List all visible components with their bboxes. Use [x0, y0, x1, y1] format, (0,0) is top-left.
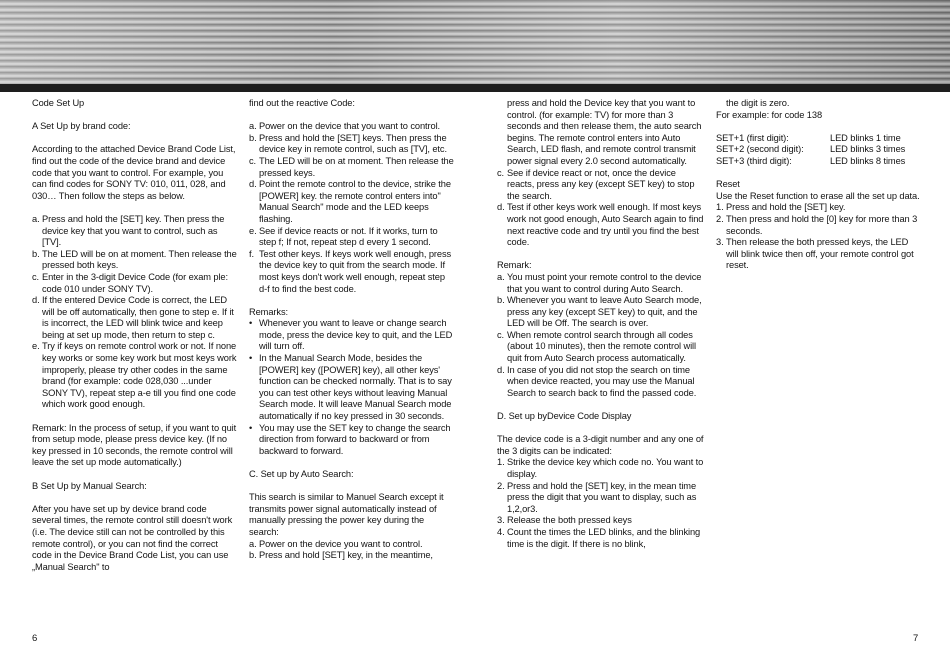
- list-item: c. The LED will be on at moment. Then release the pressed keys.: [249, 155, 454, 178]
- list-item: a. Power on the device you want to control.: [249, 538, 423, 549]
- table-row: SET+1 (first digit): LED blinks 1 time: [716, 132, 901, 143]
- section-c-intro: This search is similar to Manuel Search except it transmits power signal automatically instead of manually pressing the power key during the search:: [249, 492, 444, 537]
- list-item: 2. Then press and hold the [0] key for more than 3 seconds.: [716, 213, 918, 236]
- section-c-heading: C. Set up by Auto Search:: [249, 469, 354, 479]
- list-item: d. If the entered Device Code is correct, the LED will be off automatically, then gone to step e. If it is incorrect, the LED will blink twice and keep being at set up mode, then return to step c.: [32, 295, 234, 340]
- list-item: 3. Then release the both pressed keys, the LED will blink twice then off, your remote control got reset.: [716, 237, 914, 271]
- list-item: 4. Count the times the LED blinks, and the blinking time is the digit. If there is no blink,: [497, 526, 701, 549]
- reset-steps: [716, 202, 921, 272]
- section-b-heading: B Set Up by Manual Search:: [32, 480, 147, 491]
- list-item: b. Press and hold the [SET] keys. Then press the device key in remote control, such as [TV], etc.: [249, 132, 447, 155]
- section-d-intro: The device code is a 3-digit number and any one of the 3 digits can be indicated:: [497, 434, 704, 456]
- list-item: b. The LED will be on at moment. Then release the pressed both keys.: [32, 248, 237, 271]
- table-row: SET+3 (third digit): LED blinks 8 times: [716, 155, 906, 166]
- list-item: a. Press and hold the [SET] key. Then press the device key that you want to control, such as [TV].: [32, 213, 225, 248]
- section-c-steps: [249, 539, 454, 562]
- list-item: 3. Release the both pressed keys: [497, 515, 632, 526]
- setup-remark: Remark: In the process of setup, if you want to quit from setup mode, please press device key. (If no key pressed in 10 seconds, the remote control will leave the set up mode automatically.): [32, 422, 237, 468]
- reset-heading: Reset: [716, 179, 740, 190]
- section-d-steps: [497, 457, 704, 550]
- section-title: Code Set Up: [32, 98, 85, 108]
- list-item: c. See if device react or not, once the device reacts, press any key (except SET key) to stop the search.: [497, 167, 695, 201]
- list-item: 2. Press and hold the [SET] key, in the mean time press the digit that you want to display, such as 1,2,or3.: [497, 480, 697, 514]
- list-item: e. See if device reacts or not. If it works, turn to step f; If not, repeat step d every 1 second.: [249, 225, 438, 248]
- page-number-left: 6: [32, 633, 38, 644]
- list-item: • You may use the SET key to change the search direction from forward to backward or from backward to forward.: [249, 422, 451, 456]
- section-a-steps: [32, 214, 237, 411]
- reset-intro: Use the Reset function to erase all the set up data.: [716, 190, 920, 201]
- list-item: a. Power on the device that you want to control.: [249, 121, 441, 132]
- list-item: 1. Press and hold the [SET] key.: [716, 202, 846, 213]
- list-item: f. Test other keys. If keys work well enough, press the device key to quit from the search mode. If most keys don't work well enough, repeat step d-f to find the best code.: [249, 248, 452, 294]
- section-b-intro: After you have set up by device brand code several times, the remote control still doesn't work (i.e. The device still can not be controlled by this remote control), or you can not find the correct code in the Device Brand Code List, you can use „Manual Search" to: [32, 503, 233, 572]
- table-row: SET+2 (second digit): LED blinks 3 times: [716, 144, 906, 155]
- list-item: d. Point the remote control to the device, strike the [POWER] key. the remote control enters into" Manual Search" mode and the LED keeps flashing.: [249, 179, 451, 224]
- column-3: [497, 98, 704, 550]
- list-item: • In the Manual Search Mode, besides the [POWER] key ([POWER] key), all other keys' function can be checked normally. That is to say you can test other keys without leaving Manual Search mode. It will leave Manual Search mode automatically if no key pressed in 30 seconds.: [249, 353, 452, 422]
- section-a-intro: According to the attached Device Brand Code List, find out the code of the device brand and device code that you want to control. For example, you can find codes for SONY TV: 010, 011, 028, and 030… Then follow the steps as below.: [32, 144, 236, 201]
- example-text: For example: for code 138: [716, 109, 823, 120]
- list-item: • Whenever you want to leave or change search mode, press the device key to quit, and the LED will turn off.: [249, 318, 453, 352]
- list-item: b. Press and hold [SET] key, in the meantime,: [249, 550, 433, 561]
- page-number-right: 7: [913, 633, 919, 644]
- remark-heading: Remark:: [497, 260, 532, 271]
- blink-table: [716, 133, 921, 168]
- section-a-heading: A Set Up by brand code:: [32, 121, 131, 132]
- list-item: e. Try if keys on remote control work or not. If none key works or some key work but most keys work improperly, please try other codes in the same brand (for example: code 028,030 ...under SONY TV), repeat step a-e till you find one code which work good enough.: [32, 341, 237, 410]
- section-d-heading: D. Set up byDevice Code Display: [497, 411, 632, 422]
- list-item: a. You must point your remote control to the device that you want to control during Auto Search.: [497, 271, 702, 294]
- section-b-steps: [249, 121, 454, 295]
- list-item: 1. Strike the device key which code no. You want to display.: [497, 457, 704, 479]
- remarks-list: [249, 318, 454, 457]
- section-c-steps-continued: [497, 168, 704, 249]
- column-2: [249, 98, 454, 562]
- column-4: [716, 98, 921, 272]
- header-banner: [0, 0, 950, 84]
- list-item: d. In case of you did not stop the search on time when device reacted, you may use the Manual Search to search back to find the passed code.: [497, 364, 697, 398]
- column-1: [32, 98, 237, 573]
- section-c-continued: press and hold the Device key that you want to control. (for example: TV) for more than 3 seconds and then release them, the auto search begins. The remote control enters into Auto Search, LED flash, and remote control transmit power signal every 2.0 second automatically.: [507, 98, 702, 166]
- auto-search-remarks: [497, 272, 704, 400]
- list-item: d. Test if other keys work well enough. If most keys work not good enough, Auto Search again to find next reactive code and try until you find the best code.: [497, 202, 704, 248]
- list-item: c. Enter in the 3-digit Device Code (for exam ple: code 010 under SONY TV).: [32, 271, 228, 294]
- list-item: c. When remote control search through all codes (about 10 minutes), then the remote control will quit from Auto Search process automatically.: [497, 329, 696, 364]
- section-d-continued: the digit is zero.: [726, 98, 790, 108]
- header-divider-band: [0, 84, 950, 92]
- remarks-heading: Remarks:: [249, 306, 288, 317]
- section-b-continued: find out the reactive Code:: [249, 98, 355, 108]
- list-item: b. Whenever you want to leave Auto Search mode, press any key (except SET key) to quit, and the LED will be Off. The search is over.: [497, 295, 702, 329]
